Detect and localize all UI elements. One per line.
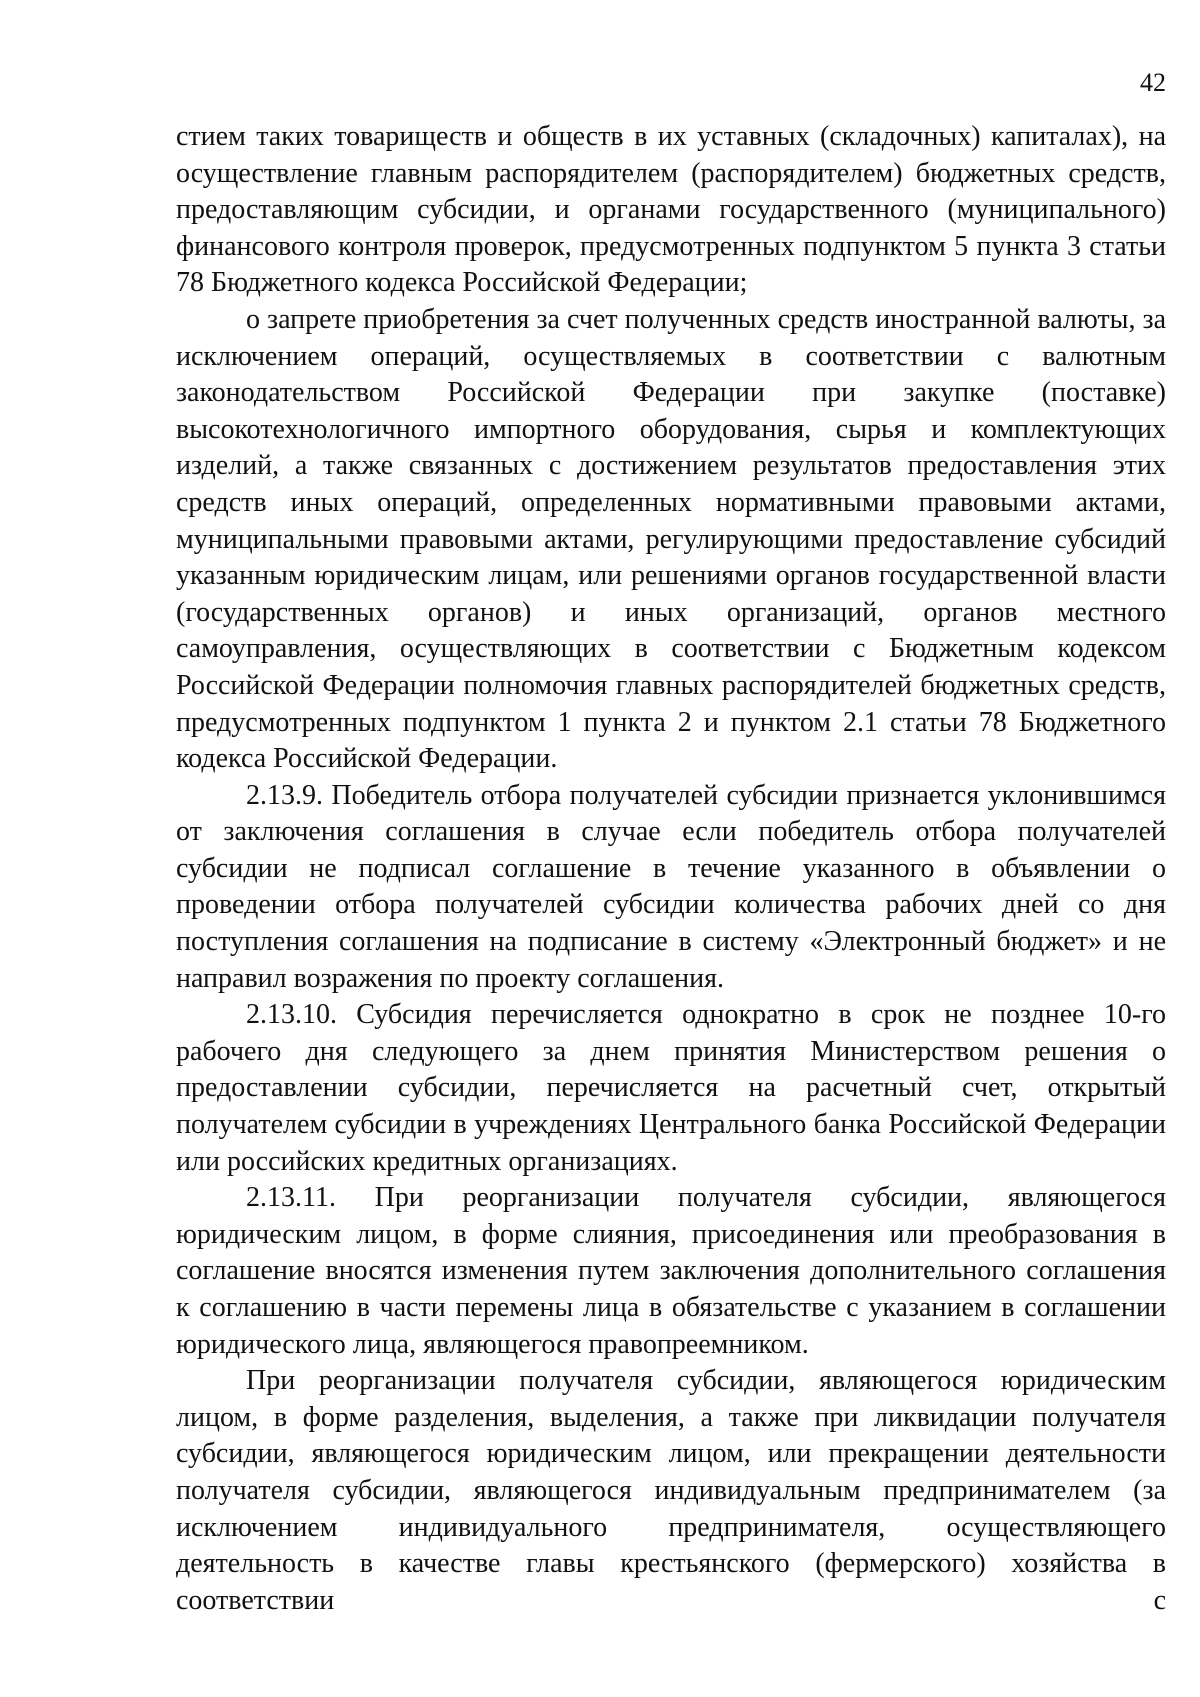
paragraph-2-13-11: 2.13.11. При реорганизации получателя субсидии, являющегося юридическим лицом, в форме слияния, присоединения или преобразования в соглашение вносятся изменения путем заключения дополнительного соглашения к соглашению в части перемены лица в обязательстве с указанием в соглашении юридического лица, являющегося правопреемником. <box>176 1182 1166 1360</box>
page-number: 42 <box>1140 68 1166 97</box>
paragraph-continuation: стием таких товариществ и обществ в их уставных (складочных) капиталах), на осуществление главным распорядителем (распорядителем) бюджетных средств, предоставляющим субсидии, и органами государственного (муниципального) финансового контроля проверок, предусмотренных подпунктом 5 пункта 3 статьи 78 Бюджетного кодекса Российской Федерации; <box>176 121 1166 299</box>
paragraph-reorganization: При реорганизации получателя субсидии, являющегося юридическим лицом, в форме разделения, выделения, а также при ликвидации получателя субсидии, являющегося юридическим лицом, или прекращении деятельности получателя субсидии, являющегося индивидуальным предпринимателем (за исключением индивидуального предпринимателя, осуществляющего деятельность в качестве главы крестьянского (фермерского) хозяйства в соответствии с <box>176 1365 1166 1616</box>
paragraph-2-13-10: 2.13.10. Субсидия перечисляется однократно в срок не позднее 10-го рабочего дня следующего за днем принятия Министерством решения о предоставлении субсидии, перечисляется на расчетный счет, открытый получателем субсидии в учреждениях Центрального банка Российской Федерации или российских кредитных организациях. <box>176 999 1166 1177</box>
document-body <box>176 119 1166 1619</box>
paragraph-currency-prohibition: о запрете приобретения за счет полученных средств иностранной валюты, за исключением операций, осуществляемых в соответствии с валютным законодательством Российской Федерации при закупке (поставке) высокотехнологичного импортного оборудования, сырья и комплектующих изделий, а также связанных с достижением результатов предоставления этих средств иных операций, определенных нормативными правовыми актами, муниципальными правовыми актами, регулирующими предоставление субсидий указанным юридическим лицам, или решениями органов государственной власти (государственных органов) и иных организаций, органов местного самоуправления, осуществляющих в соответствии с Бюджетным кодексом Российской Федерации полномочия главных распорядителей бюджетных средств, предусмотренных подпунктом 1 пункта 2 и пунктом 2.1 статьи 78 Бюджетного кодекса Российской Федерации. <box>176 303 1166 775</box>
paragraph-2-13-9: 2.13.9. Победитель отбора получателей субсидии признается уклонившимся от заключения соглашения в случае если победитель отбора получателей субсидии не подписал соглашение в течение указанного в объявлении о проведении отбора получателей субсидии количества рабочих дней со дня поступления соглашения на подписание в систему «Электронный бюджет» и не направил возражения по проекту соглашения. <box>176 779 1166 994</box>
